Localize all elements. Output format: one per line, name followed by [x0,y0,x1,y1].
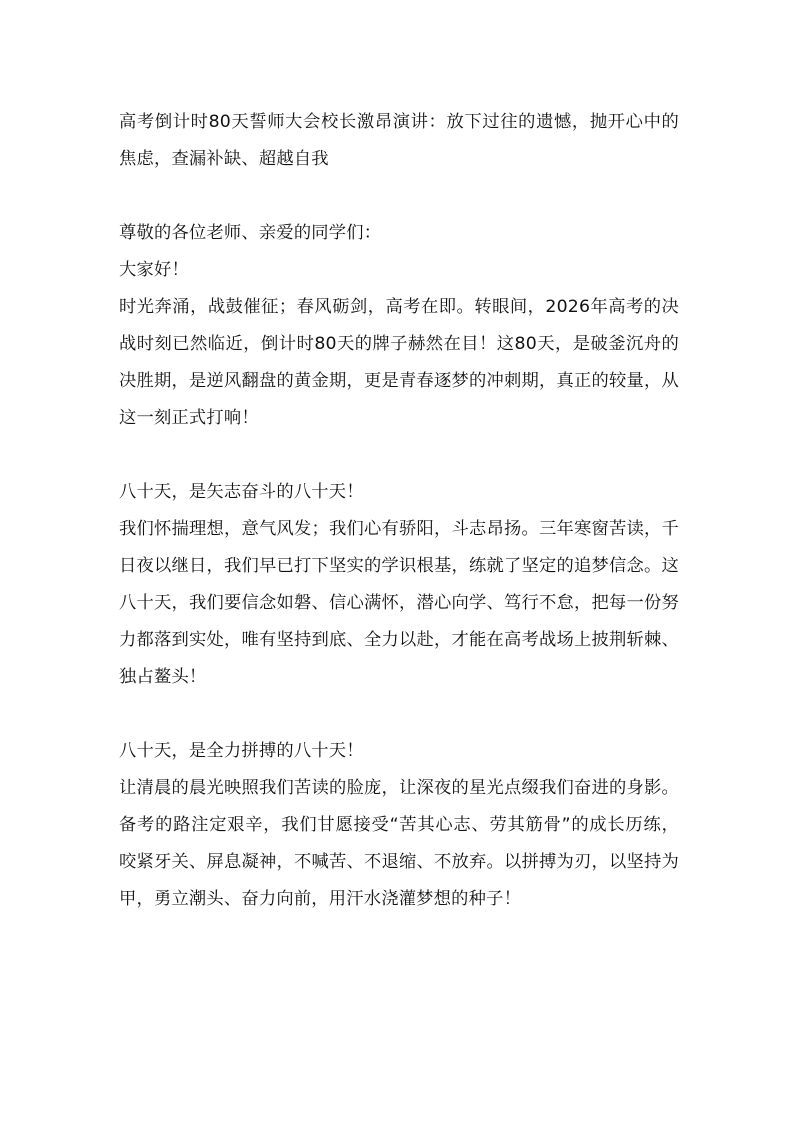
salutation: 尊敬的各位老师、亲爱的同学们： [119,223,382,243]
section-body: 让清晨的晨光映照我们苦读的脸庞，让深夜的星光点缀我们奋进的身影。备考的路注定艰辛，我们甘愿接受“苦其心志、劳其筋骨”的成长历练，咬紧牙关、屏息凝神，不喊苦、不退缩、不放弃。以拼搏为刃，以坚持为甲，勇立潮头、奋力向前，用汗水浇灌梦想的种子！ [119,778,679,909]
greeting: 大家好！ [119,260,189,280]
intro-paragraph: 时光奔涌，战鼓催征；春风砺剑，高考在即。转眼间，2026年高考的决战时刻已然临近，倒计时80天的牌子赫然在目！这80天，是破釜沉舟的决胜期，是逆风翻盘的黄金期，更是青春逐梦的冲刺期，真正的较量，从这一刻正式打响！ [119,297,679,428]
spacer [119,178,679,215]
document-page [119,104,679,918]
section-body: 我们怀揣理想，意气风发；我们心有骄阳，斗志昂扬。三年寒窗苦读，千日夜以继日，我们早已打下坚实的学识根基，练就了坚定的追梦信念。这八十天，我们要信念如磐、信心满怀，潜心向学、笃行不怠，把每一份努力都落到实处，唯有坚持到底、全力以赴，才能在高考战场上披荆斩棘、独占鳌头！ [119,519,679,687]
document-title: 高考倒计时80天誓师大会校长激昂演讲：放下过往的遗憾，抛开心中的焦虑，查漏补缺、超越自我 [119,112,679,169]
section-heading: 八十天，是全力拼搏的八十天！ [119,741,364,761]
spacer [119,437,679,474]
section-heading: 八十天，是矢志奋斗的八十天！ [119,482,364,502]
spacer [119,696,679,733]
